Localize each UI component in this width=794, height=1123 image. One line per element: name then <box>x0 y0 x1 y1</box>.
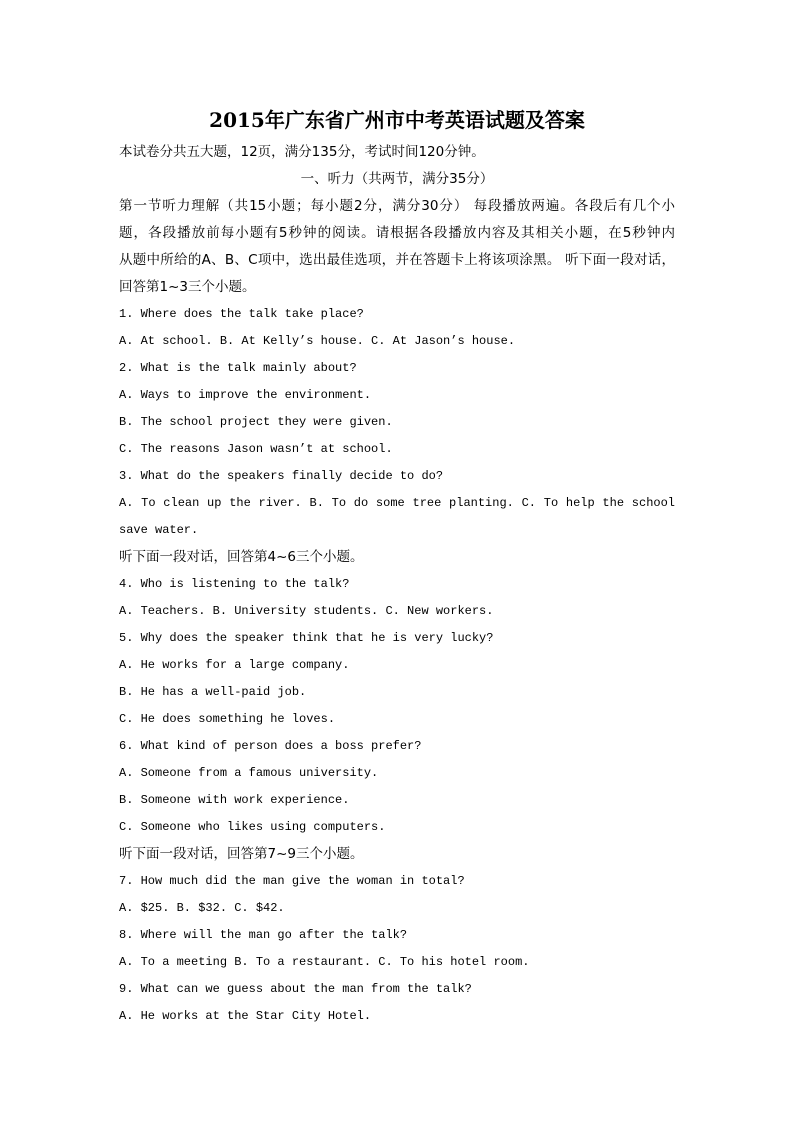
answer-option: C. The reasons Jason wasn’t at school. <box>119 442 393 456</box>
answer-options-continued: save water. <box>119 523 199 537</box>
question: 6. What kind of person does a boss prefer? <box>119 739 422 753</box>
answer-options: A. Teachers. B. University students. C. New workers. <box>119 604 494 618</box>
question: 1. Where does the talk take place? <box>119 307 364 321</box>
answer-option: C. He does something he loves. <box>119 712 336 726</box>
instruction-line: 题，各段播放前每小题有5秒钟的阅读。请根据各段播放内容及其相关小题，在5秒钟内 <box>119 225 675 241</box>
answer-option: B. The school project they were given. <box>119 415 393 429</box>
question: 4. Who is listening to the talk? <box>119 577 350 591</box>
answer-options: A. To a meeting B. To a restaurant. C. To his hotel room. <box>119 955 530 969</box>
question: 9. What can we guess about the man from the talk? <box>119 982 472 996</box>
question: 2. What is the talk mainly about? <box>119 361 357 375</box>
instruction-line: 回答第1~3三个小题。 <box>119 279 256 295</box>
answer-options: A. $25. B. $32. C. $42. <box>119 901 285 915</box>
answer-option: B. He has a well-paid job. <box>119 685 307 699</box>
instruction-line: 听下面一段对话，回答第4~6三个小题。 <box>119 549 364 565</box>
answer-option: A. Someone from a famous university. <box>119 766 379 780</box>
question: 8. Where will the man go after the talk? <box>119 928 408 942</box>
answer-options: A. To clean up the river. B. To do some tree planting. C. To help the school <box>119 496 675 510</box>
answer-options: A. At school. B. At Kelly’s house. C. At Jason’s house. <box>119 334 516 348</box>
document-title: 2015年广东省广州市中考英语试题及答案 <box>209 108 585 132</box>
intro-text: 本试卷分共五大题，12页，满分135分，考试时间120分钟。 <box>119 144 485 160</box>
instruction-line: 第一节听力理解（共15小题；每小题2分，满分30分） 每段播放两遍。各段后有几个小 <box>119 198 675 214</box>
answer-option: A. He works for a large company. <box>119 658 350 672</box>
question: 3. What do the speakers finally decide to do? <box>119 469 444 483</box>
instruction-line: 听下面一段对话，回答第7~9三个小题。 <box>119 846 364 862</box>
question: 5. Why does the speaker think that he is very lucky? <box>119 631 494 645</box>
document-body <box>119 139 675 1030</box>
answer-option: B. Someone with work experience. <box>119 793 350 807</box>
question: 7. How much did the man give the woman in total? <box>119 874 465 888</box>
section-heading: 一、听力（共两节，满分35分） <box>300 171 494 187</box>
instruction-line: 从题中所给的A、B、C项中，选出最佳选项，并在答题卡上将该项涂黑。 听下面一段对话， <box>119 252 675 268</box>
answer-option: A. Ways to improve the environment. <box>119 388 372 402</box>
answer-option: C. Someone who likes using computers. <box>119 820 386 834</box>
answer-option: A. He works at the Star City Hotel. <box>119 1009 372 1023</box>
